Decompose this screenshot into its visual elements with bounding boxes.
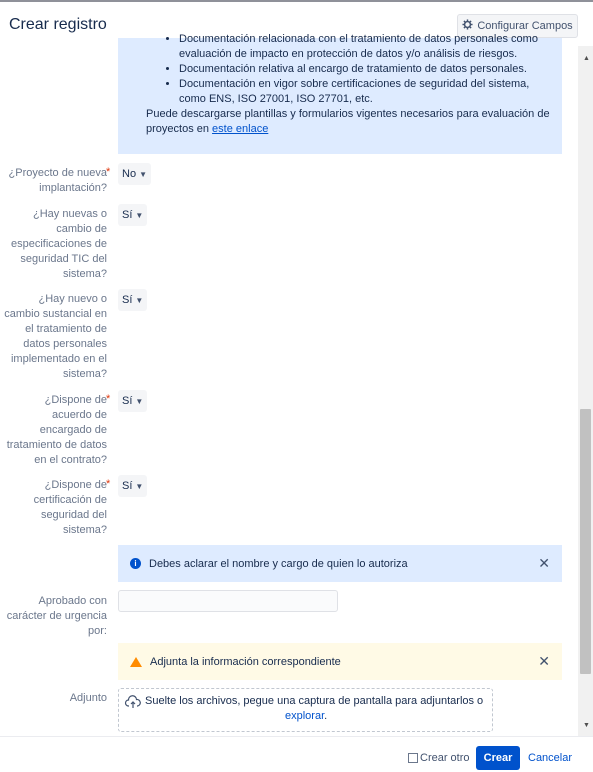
info-cut-text: Documentación relacionada con el tratamiento de datos personales como	[179, 33, 538, 45]
upload-cloud-icon	[125, 695, 141, 714]
aprobado-urgencia-text: Aprobado con carácter de urgencia por:	[6, 595, 107, 637]
especificaciones-label	[2, 207, 107, 282]
scroll-down-icon[interactable]: ▼	[583, 722, 590, 729]
download-paragraph	[146, 107, 552, 137]
select-value: Sí	[122, 209, 133, 221]
create-other-label: Crear otro	[420, 752, 470, 764]
chevron-down-icon: ▼	[135, 481, 144, 491]
download-text: Puede descargarse plantillas y formularios vigentes necesarios para evaluación de proyectos en	[146, 108, 550, 135]
certificacion-text: ¿Dispone de certificación de seguridad del sistema?	[33, 479, 107, 536]
dialog-title: Crear registro	[9, 16, 107, 33]
select-value: Sí	[122, 395, 133, 407]
aprobado-urgencia-label	[2, 594, 107, 639]
select-value: Sí	[122, 294, 133, 306]
especificaciones-select[interactable]	[118, 204, 147, 226]
configure-fields-label: Configurar Campos	[477, 20, 573, 32]
nueva-implantacion-text: ¿Proyecto de nueva implantación?	[8, 167, 107, 194]
chevron-down-icon: ▼	[135, 295, 144, 305]
dropzone-text: Suelte los archivos, pegue una captura de pantalla para adjuntarlos o	[145, 695, 484, 707]
acuerdo-encargado-label	[2, 393, 107, 468]
info-item-continuation: evaluación de impacto en protección de datos y/o análisis de riesgos.	[179, 48, 518, 60]
info-item: • Documentación relativa al encargo de tratamiento de datos personales.	[179, 62, 552, 77]
info-icon: i	[130, 558, 141, 569]
info-message	[118, 545, 562, 582]
close-icon[interactable]: ✕	[538, 653, 550, 669]
warning-message-text: Adjunta la información correspondiente	[150, 655, 341, 668]
certificacion-select[interactable]	[118, 475, 147, 497]
required-marker: *	[106, 393, 111, 405]
form-content[interactable]	[0, 33, 578, 736]
select-value: No	[122, 168, 137, 180]
warning-icon	[130, 657, 142, 667]
especificaciones-text: ¿Hay nuevas o cambio de especificaciones de seguridad TIC del sistema?	[10, 208, 107, 280]
adjunto-text: Adjunto	[69, 692, 107, 704]
nueva-implantacion-label	[2, 166, 107, 196]
datos-personales-select[interactable]	[118, 289, 147, 311]
create-button[interactable]: Crear	[476, 746, 520, 770]
info-message-text: Debes aclarar el nombre y cargo de quien lo autoriza	[149, 557, 408, 570]
cancel-link[interactable]: Cancelar	[528, 752, 573, 764]
chevron-down-icon: ▼	[135, 210, 144, 220]
aprobado-urgencia-input[interactable]	[118, 590, 338, 612]
required-marker: *	[106, 166, 111, 178]
acuerdo-encargado-select[interactable]	[118, 390, 147, 412]
datos-personales-text: ¿Hay nuevo o cambio sustancial en el tratamiento de datos personales implementado en el sistema?	[4, 293, 107, 380]
acuerdo-encargado-text: ¿Dispone de acuerdo de encargado de tratamiento de datos en el contrato?	[6, 394, 107, 466]
certificacion-label	[2, 478, 107, 538]
nueva-implantacion-select[interactable]	[118, 163, 151, 185]
dropzone-period: .	[324, 710, 328, 722]
info-panel	[118, 33, 562, 154]
gear-icon	[462, 19, 473, 33]
chevron-down-icon: ▼	[139, 169, 147, 179]
warning-message	[118, 643, 562, 680]
chevron-down-icon: ▼	[135, 396, 144, 406]
checkbox-box[interactable]	[408, 753, 418, 763]
browse-link[interactable]: explorar	[285, 710, 325, 722]
scroll-up-icon[interactable]: ▲	[583, 55, 590, 62]
create-other-checkbox[interactable]	[408, 752, 470, 764]
select-value: Sí	[122, 480, 133, 492]
adjunto-label	[2, 691, 107, 706]
close-icon[interactable]: ✕	[538, 555, 550, 571]
attachment-dropzone[interactable]	[118, 688, 493, 732]
required-marker: *	[106, 478, 111, 490]
datos-personales-label	[2, 292, 107, 382]
info-item-cut	[179, 32, 552, 47]
info-item: • Documentación en vigor sobre certificaciones de seguridad del sistema, como ENS, ISO 27001, ISO 27701, etc.	[179, 77, 552, 107]
download-link[interactable]: este enlace	[212, 123, 269, 135]
scrollbar-thumb[interactable]	[580, 409, 591, 674]
dialog-footer	[0, 736, 593, 772]
